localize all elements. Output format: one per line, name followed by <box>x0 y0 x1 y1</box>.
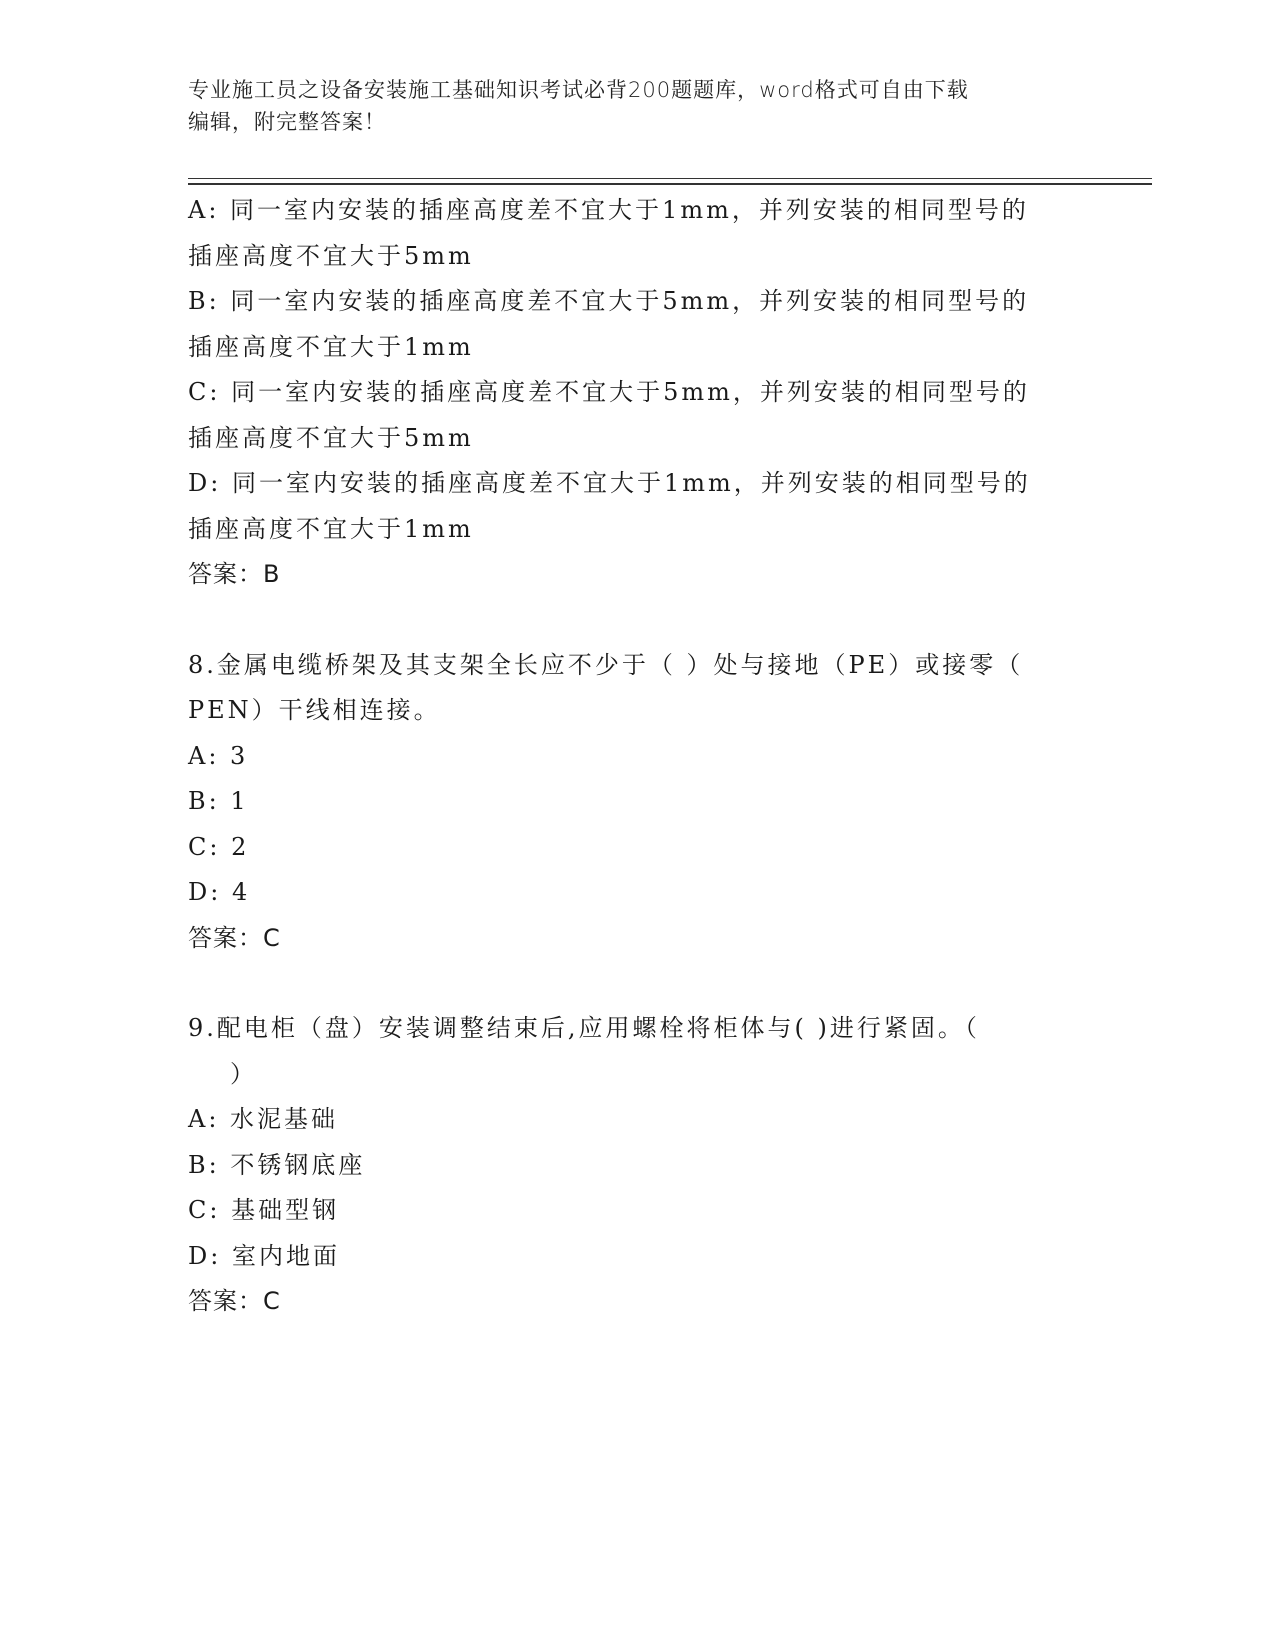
header-divider-thin <box>188 178 1152 179</box>
header-title-line-2: 编辑，附完整答案！ <box>188 110 386 134</box>
q7-option-d-line-2: 插座高度不宜大于1mm <box>188 514 474 543</box>
q9-answer: 答案：C <box>188 1287 281 1315</box>
q9-stem-line-1: 9.配电柜（盘）安装调整结束后,应用螺栓将柜体与( )进行紧固。（ <box>188 1014 980 1042</box>
header-title-line-1: 专业施工员之设备安装施工基础知识考试必背200题题库，word格式可自由下载 <box>188 78 969 102</box>
header-divider-thick <box>188 183 1152 185</box>
q8-answer: 答案：C <box>188 923 281 952</box>
q7-option-a-line-2: 插座高度不宜大于5mm <box>188 241 474 270</box>
q7-option-b-line-2: 插座高度不宜大于1mm <box>188 332 474 361</box>
q8-option-b: B: 1 <box>188 787 249 815</box>
q7-option-d-line-1: D: 同一室内安装的插座高度差不宜大于1mm，并列安装的相同型号的 <box>188 469 1031 497</box>
q8-option-c: C: 2 <box>188 832 250 861</box>
spacer <box>188 961 1088 1006</box>
q9-stem-line-2: ） <box>230 1059 257 1088</box>
q9-option-c: C: 基础型钢 <box>188 1196 340 1224</box>
page-header <box>188 74 1068 138</box>
q9-option-a: A: 水泥基础 <box>188 1105 339 1133</box>
question-8 <box>188 643 1088 962</box>
q8-stem-line-2: PEN）干线相连接。 <box>188 696 441 724</box>
q8-option-d: D: 4 <box>188 878 251 906</box>
question-list <box>188 188 1088 1325</box>
spacer <box>188 598 1088 643</box>
q8-stem-line-1: 8.金属电缆桥架及其支架全长应不少于（ ）处与接地（PE）或接零（ <box>188 650 1024 679</box>
q8-option-a: A: 3 <box>188 741 249 770</box>
q7-option-c-line-2: 插座高度不宜大于5mm <box>188 423 474 452</box>
q7-answer: 答案：B <box>188 560 281 588</box>
q9-option-d: D: 室内地面 <box>188 1241 340 1270</box>
q9-option-b: B: 不锈钢底座 <box>188 1150 366 1179</box>
question-9 <box>188 1006 1088 1325</box>
q7-option-c-line-1: C: 同一室内安装的插座高度差不宜大于5mm，并列安装的相同型号的 <box>188 378 1030 406</box>
q7-option-b-line-1: B: 同一室内安装的插座高度差不宜大于5mm，并列安装的相同型号的 <box>188 287 1030 315</box>
q7-option-a-line-1: A: 同一室内安装的插座高度差不宜大于1mm，并列安装的相同型号的 <box>188 196 1029 224</box>
question-7 <box>188 188 1088 598</box>
